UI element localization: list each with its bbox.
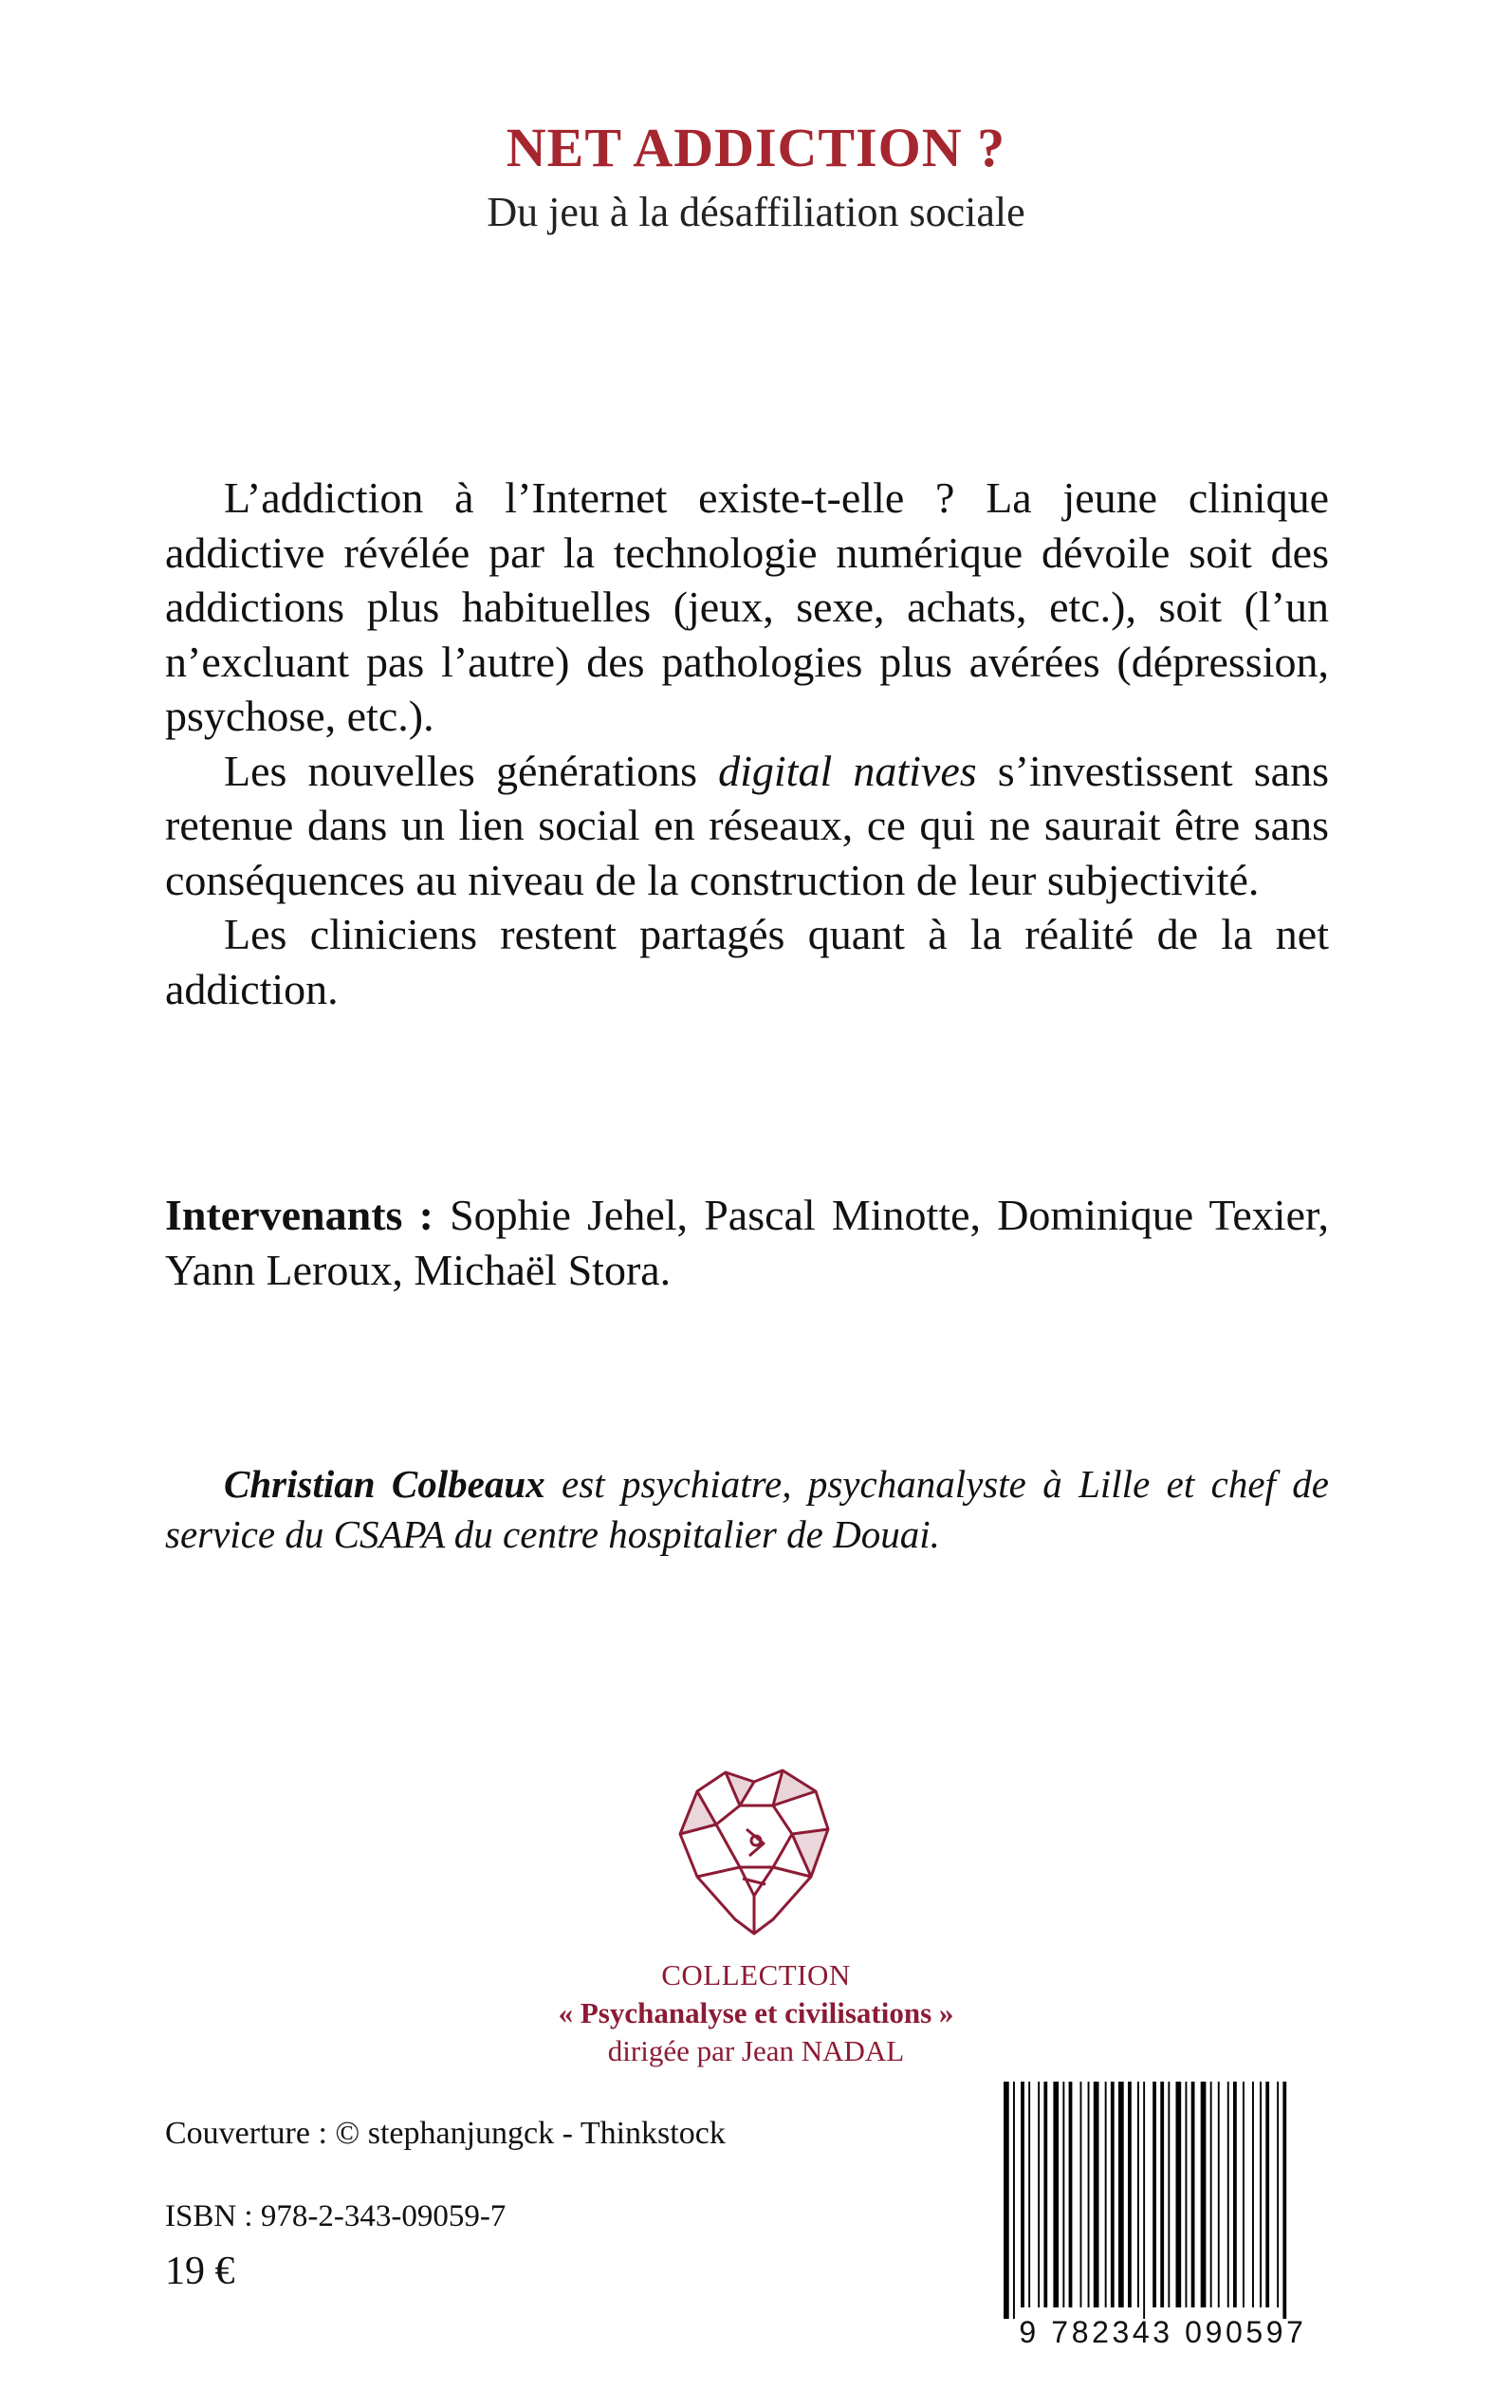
barcode-bar	[1252, 2082, 1254, 2307]
barcode-bar	[1160, 2082, 1164, 2307]
book-title: NET ADDICTION ?	[506, 117, 1006, 178]
barcode-bar	[1143, 2082, 1145, 2319]
speakers-list	[165, 1188, 1329, 1297]
barcode-bar	[1043, 2082, 1047, 2307]
barcode-bar	[1004, 2082, 1009, 2319]
barcode-icon	[996, 2082, 1330, 2349]
speakers-label: Intervenants :	[165, 1191, 433, 1239]
price: 19 €	[165, 2250, 235, 2293]
barcode-bar	[1088, 2082, 1090, 2307]
barcode-bar	[1265, 2082, 1269, 2307]
barcode-bar	[1111, 2082, 1115, 2307]
blurb-p2-end: s’investissent sans retenue dans un lien social en réseaux, ce qui ne saurait être sans conséquences au niveau de la construction de leur subjectivité.	[165, 746, 1329, 904]
barcode-bar	[1168, 2082, 1170, 2307]
barcode-bar	[1118, 2082, 1124, 2307]
barcode-bar	[1105, 2082, 1107, 2307]
barcode-bar	[1282, 2082, 1286, 2319]
barcode-bar	[1277, 2082, 1279, 2307]
barcode-bar	[1053, 2082, 1059, 2307]
barcode-bar	[1137, 2082, 1139, 2307]
cover-credit: Couverture : © stephanjungck - Thinkstock	[165, 2116, 726, 2151]
collection-label: COLLECTION	[661, 1958, 851, 1991]
barcode-bar	[1218, 2082, 1220, 2307]
blurb-paragraph-1: L’addiction à l’Internet existe-t-elle ? La jeune clinique addictive révélée par la technologie numérique dévoile soit des addictions plus habituelles (jeux, sexe, achats, etc.), soit (l’un n’excluant pas l’autre) des pathologies plus avérées (dépression, psychose, etc.).	[165, 473, 1329, 740]
barcode-bar	[1176, 2082, 1182, 2307]
barcode-bar	[1260, 2082, 1262, 2307]
barcode-bar	[1152, 2082, 1156, 2307]
author-bio	[165, 1459, 1329, 1560]
blurb-p2-start: Les nouvelles générations	[224, 746, 719, 795]
collection-name: « Psychanalyse et civilisations »	[558, 1996, 954, 2029]
barcode-bar	[1021, 2082, 1024, 2307]
collection-info	[0, 1956, 1512, 2070]
publisher-emblem-icon	[659, 1753, 849, 1943]
speakers-names: Sophie Jehel, Pascal Minotte, Dominique Texier, Yann Leroux, Michaël Stora.	[165, 1191, 1329, 1294]
barcode-bar	[1227, 2082, 1229, 2307]
back-cover-blurb	[165, 471, 1329, 1016]
author-name: Christian Colbeaux	[224, 1462, 545, 1506]
barcode-bar	[1201, 2082, 1207, 2307]
barcode-bar	[1080, 2082, 1082, 2307]
author-description: est psychiatre, psychanalyste à Lille et chef de service du CSAPA du centre hospitalier de Douai.	[165, 1462, 1329, 1556]
collection-director: dirigée par Jean NADAL	[607, 2034, 905, 2067]
barcode-bar	[1191, 2082, 1195, 2307]
barcode-bar	[1186, 2082, 1188, 2307]
barcode-bar	[1233, 2082, 1237, 2307]
blurb-paragraph-2	[165, 744, 1329, 908]
barcode-bar	[1069, 2082, 1073, 2307]
book-subtitle: Du jeu à la désaffiliation sociale	[487, 189, 1025, 235]
barcode-bar	[1094, 2082, 1099, 2307]
blurb-paragraph-3: Les cliniciens restent partagés quant à la réalité de la net addiction.	[165, 910, 1329, 1013]
barcode-bar	[1210, 2082, 1212, 2307]
barcode-bar	[1243, 2082, 1245, 2307]
isbn: ISBN : 978-2-343-09059-7	[165, 2199, 507, 2233]
barcode-bar	[1128, 2082, 1132, 2307]
blurb-p2-italic: digital natives	[718, 746, 977, 795]
barcode-bar	[1038, 2082, 1040, 2307]
barcode-bar	[1028, 2082, 1030, 2307]
barcode-number: 9 782343 090597	[1019, 2315, 1307, 2349]
barcode-bar	[1013, 2082, 1015, 2319]
barcode-bar	[1062, 2082, 1064, 2307]
